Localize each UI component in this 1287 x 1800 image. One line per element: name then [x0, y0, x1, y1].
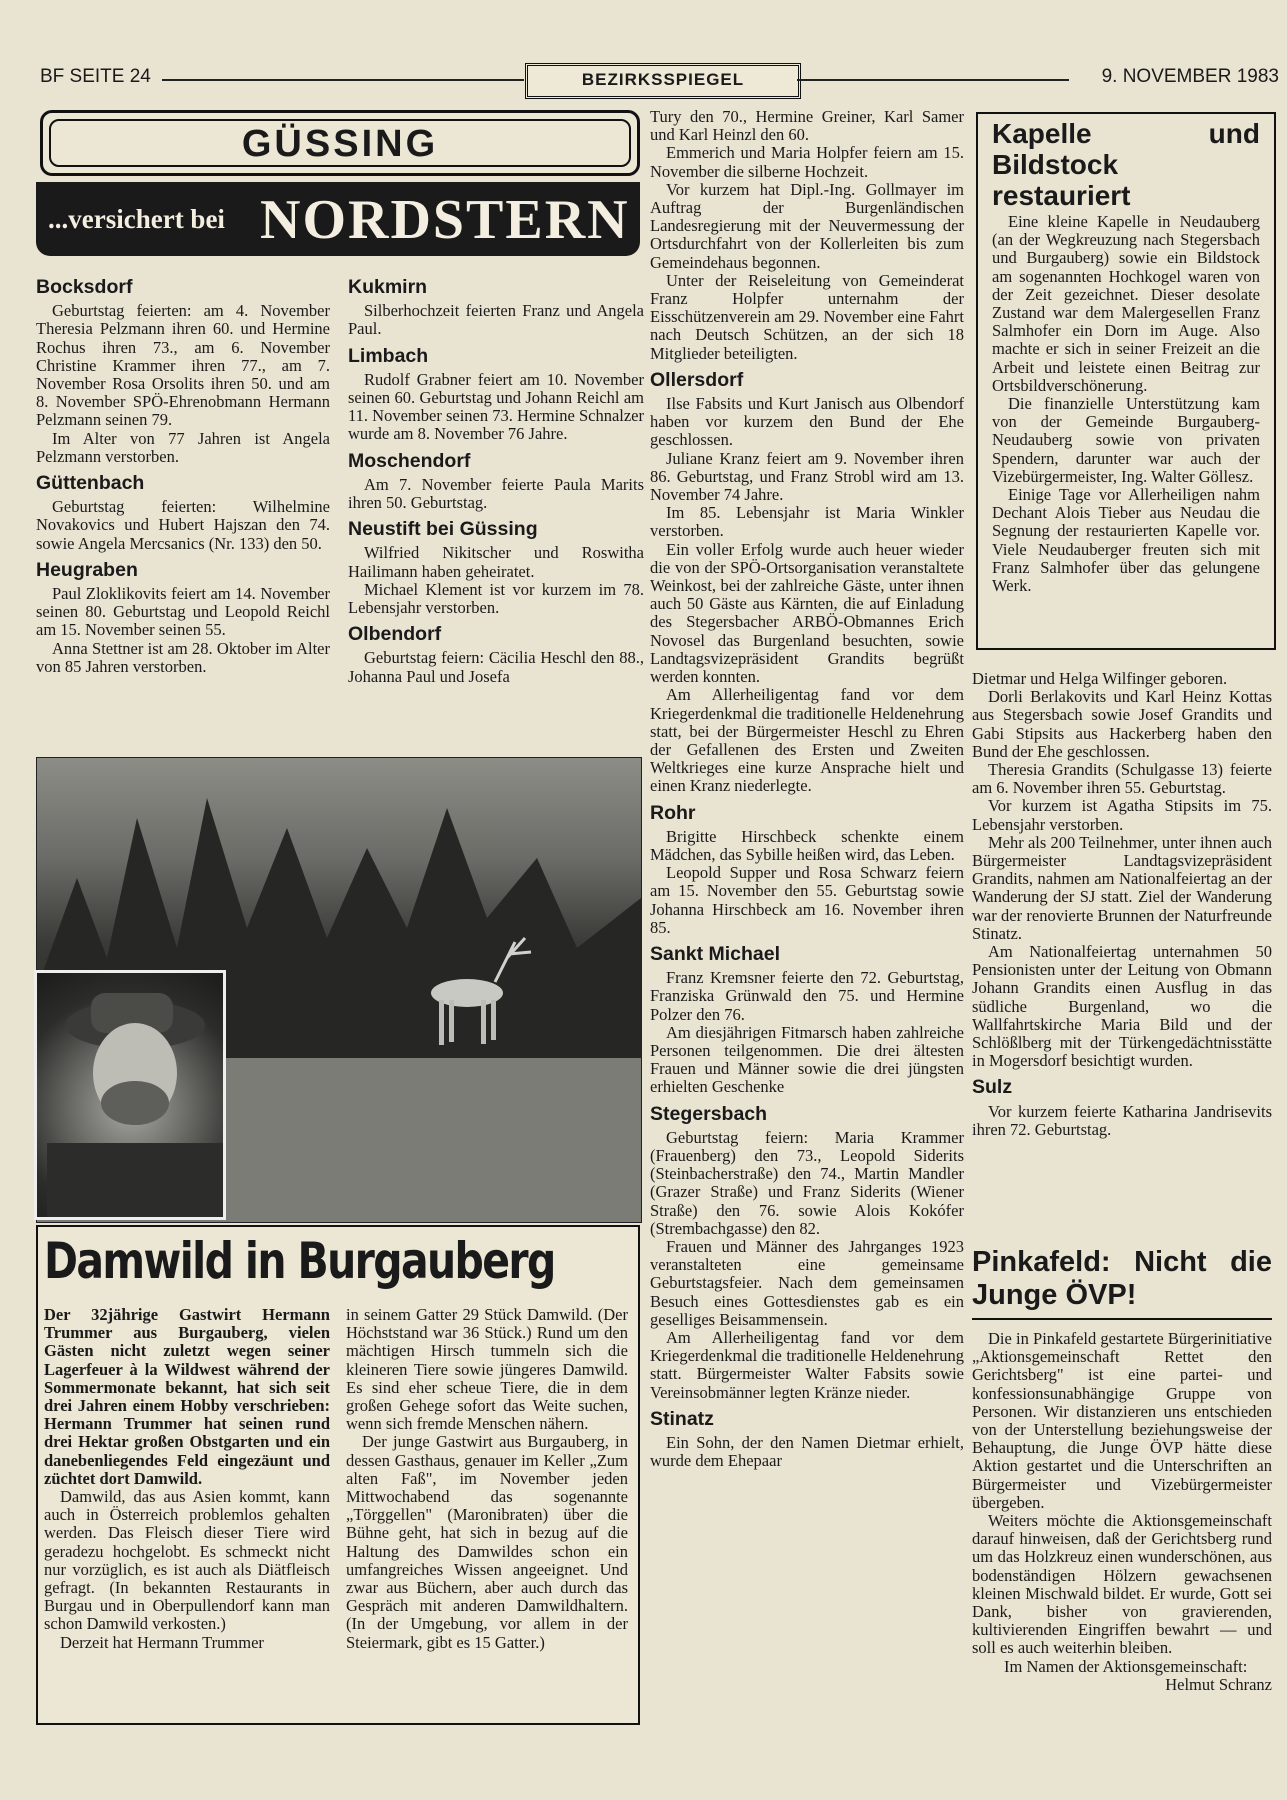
- paragraph: Anna Stettner ist am 28. Oktober im Alter von 85 Jahren verstorben.: [36, 638, 330, 676]
- paragraph: Rudolf Grabner feiert am 10. November seinen 60. Geburtstag und Johann Reichl am 11. November seinen 73. Hermine Schnalzer wurde am 8. November 76 Jahre.: [348, 369, 644, 444]
- column-1: [36, 270, 330, 676]
- sponsor-prefix: ...versichert bei: [48, 204, 225, 234]
- issue-date: 9. NOVEMBER 1983: [1101, 66, 1279, 87]
- column-3: [650, 108, 964, 1470]
- paragraph: Der junge Gastwirt aus Burgauberg, in dessen Gasthaus, genauer im Keller „Zum alten Faß", im November jeden Mittwochabend das sogenannte „Törggellen" (Maronibraten) über die Bühne geht, hat sich in bezug auf die Haltung des Damwildes schon ein umfangreiches Wissen angeeignet. Und zwar aus Büchern, aber auch durch das Gespräch mit anderen Damwildhaltern. (In der Umgebung, vor allem in der Steiermark, gibt es 15 Gatter.): [346, 1432, 628, 1652]
- paragraph: Geburtstag feierten: Wilhelmine Novakovics und Hubert Hajszan den 74. sowie Angela Mercsanics (Nr. 133) den 50.: [36, 497, 330, 553]
- paragraph: Brigitte Hirschbeck schenkte einem Mädchen, das Sybille heißen wird, das Leben.: [650, 826, 964, 864]
- paragraph: Theresia Grandits (Schulgasse 13) feierte am 6. November ihren 55. Geburtstag.: [972, 760, 1272, 798]
- paragraph: Leopold Supper und Rosa Schwarz feiern am 15. November den 55. Geburtstag sowie Johanna Hirschbeck am 16. November ihren 85.: [650, 863, 964, 937]
- sponsor-banner: [36, 182, 640, 256]
- paragraph: Vor kurzem ist Agatha Stipsits im 75. Lebensjahr verstorben.: [972, 796, 1272, 834]
- paragraph: Unter der Reiseleitung von Gemeinderat Franz Holpfer unternahm der Eisschützenverein am 29. November eine Fahrt nach Deutsch Schützen, an der sich 18 Mitglieder beteiligten.: [650, 270, 964, 363]
- paragraph: Franz Kremsner feierte den 72. Geburtstag, Franziska Grünwald den 75. und Hermine Polzer den 76.: [650, 968, 964, 1024]
- damwild-column-1: [44, 1306, 330, 1652]
- signature-intro: Im Namen der Aktionsgemeinschaft:: [1004, 1656, 1248, 1676]
- paragraph: Am 7. November feierte Paula Marits ihren 50. Geburtstag.: [348, 474, 644, 513]
- paragraph: Wilfried Nikitscher und Roswitha Hailimann haben geheiratet.: [348, 543, 644, 581]
- heading-moschendorf: Moschendorf: [348, 449, 471, 472]
- damwild-column-2: [346, 1306, 628, 1652]
- paragraph: Michael Klement ist vor kurzem im 78. Lebensjahr verstorben.: [348, 579, 644, 618]
- signature-line: [972, 1658, 1272, 1676]
- town-banner: [40, 110, 640, 176]
- heading-heugraben: Heugraben: [36, 558, 138, 581]
- paragraph: Im Alter von 77 Jahren ist Angela Pelzmann verstorben.: [36, 428, 330, 466]
- paragraph: Geburtstag feiern: Maria Krammer (Frauenberg) den 73., Leopold Siderits (Steinbacherstraße) den 74., Martin Mandler (Grazer Straße) und Franz Siderits (Wiener Straße) den 76. sowie Alois Kokófer (Strembachgasse) den 82.: [650, 1127, 964, 1238]
- column-2: [348, 270, 644, 686]
- paragraph: Damwild, das aus Asien kommt, kann auch in Österreich problemlos gehalten werden. Das Fleisch dieser Tiere wird geradezu hochgelobt. Es schmeckt nicht nur vorzüglich, es ist auch als Diätfleisch gefragt. (In bekannten Restaurants in Burgau und in Oberpullendorf kann man schon Damwild verkosten.): [44, 1487, 330, 1634]
- pinkafeld-rule: [972, 1318, 1272, 1320]
- paragraph: Frauen und Männer des Jahrganges 1923 veranstalteten eine gemeinsame Geburtstagsfeier. Nach dem gemeinsamen Besuch eines Gottesdienstes gab es ein geselliges Beisammensein.: [650, 1236, 964, 1329]
- signature: Helmut Schranz: [1165, 1674, 1272, 1694]
- paragraph: Die finanzielle Unterstützung kam von der Gemeinde Burgauberg-Neudauberg sowie von privaten Spendern, darunter war auch der Vizebürgermeister, Ing. Walter Göllesz.: [992, 394, 1260, 486]
- paragraph: Die in Pinkafeld gestartete Bürgerinitiative „Aktionsgemeinschaft Rettet den Gerichtsberg" ist eine partei- und konfessionsunabhängige Gruppe von Personen. Wir distanzieren uns entschieden von der Unterstellung beziehungsweise der Behauptung, die Junge ÖVP hätte diese Aktion gestartet und die Unterschriften an Bürgermeister und Vizebürgermeister übergeben.: [972, 1329, 1272, 1512]
- paragraph: Eine kleine Kapelle in Neudauberg (an der Wegkreuzung nach Stegersbach und Burgauberg) sowie ein Bildstock am sogenannten Hochkogel waren von der Zeit gezeichnet. Dieser desolate Zustand war dem Malergesellen Franz Salmhofer ein Dorn im Auge. Also machte er sich in seiner Freizeit an die Arbeit und leistete einen Beitrag zur Ortsbildverschönerung.: [992, 212, 1260, 395]
- paragraph: Einige Tage vor Allerheiligen nahm Dechant Alois Tieber aus Neudau die Segnung der restaurierten Kapelle vor. Viele Neudauberger freuten sich mit Franz Salmhofer über das gelungene Werk.: [992, 485, 1260, 596]
- pinkafeld-article: [972, 1246, 1272, 1694]
- portrait-photo: [34, 970, 226, 1220]
- heading-stinatz: Stinatz: [650, 1407, 714, 1430]
- paragraph: Emmerich und Maria Holpfer feiern am 15. November die silberne Hochzeit.: [650, 143, 964, 181]
- paragraph: Im 85. Lebensjahr ist Maria Winkler verstorben.: [650, 503, 964, 541]
- paragraph: Ein Sohn, der den Namen Dietmar erhielt, wurde dem Ehepaar: [650, 1433, 964, 1471]
- paragraph: Am Allerheiligentag fand vor dem Kriegerdenkmal die traditionelle Heldenehrung statt. Bürgermeister Walter Fabsits sowie Vereinsobmänner legten Kränze nieder.: [650, 1328, 964, 1402]
- paragraph: Juliane Kranz feiert am 9. November ihren 86. Geburtstag, und Franz Strobl wird am 13. November 74 Jahre.: [650, 448, 964, 505]
- paragraph: Weiters möchte die Aktionsgemeinschaft darauf hinweisen, daß der Gerichtsberg rund um das Holzkreuz einen wunderschönen, aus bodenständigen Hölzern gewachsenen kleinen Mischwald bildet. Er wurde, Gott sei Dank, bisher von gravierenden, kultivierenden Eingriffen bewahrt — und soll es auch weiterhin bleiben.: [972, 1511, 1272, 1658]
- paragraph: Geburtstag feiern: Cäcilia Heschl den 88., Johanna Paul und Josefa: [348, 648, 644, 686]
- town-name: GÜSSING: [49, 119, 631, 167]
- pinkafeld-title: Pinkafeld: Nicht die Junge ÖVP!: [972, 1246, 1272, 1311]
- paragraph: Ein voller Erfolg wurde auch heuer wieder die von der SPÖ-Ortsorganisation veranstaltete Weinkost, bei der zahlreiche Gäste, unter ihnen auch 50 Gäste aus Kärnten, die auf Einladung des Stegersbacher ARBÖ-Obmannes Erich Novosel das Burgenland besuchten, sowie Landtagsvizepräsident Grandits begrüßt werden konnten.: [650, 539, 964, 687]
- portrait-illustration: [37, 973, 223, 1217]
- paragraph: Am Allerheiligentag fand vor dem Kriegerdenkmal die traditionelle Heldenehrung statt, bei der Bürgermeister Heschl zu Ehren der Gefallenen des Ersten und Zweiten Weltkrieges eine kurze Ansprache hielt und einen Kranz niederlegte.: [650, 685, 964, 796]
- page-label: BF SEITE 24: [40, 66, 151, 87]
- paragraph: Tury den 70., Hermine Greiner, Karl Samer und Karl Heinzl den 60.: [650, 107, 964, 145]
- paragraph: Am Nationalfeiertag unternahmen 50 Pensionisten unter der Leitung von Obmann Johann Grandits einen Ausflug in das südliche Burgenland, wo die Wallfahrtskirche Maria Bild und der Schlößlberg mit der Türkengedächtnisstätte in Mogersdorf besichtigt wurden.: [972, 942, 1272, 1071]
- section-title: BEZIRKSSPIEGEL: [525, 63, 801, 99]
- heading-limbach: Limbach: [348, 344, 429, 367]
- paragraph: Paul Zloklikovits feiert am 14. November seinen 80. Geburtstag und Leopold Reichl am 15. November seinen 55.: [36, 584, 330, 640]
- paragraph: Geburtstag feierten: am 4. November Theresia Pelzmann ihren 60. und Hermine Rochus ihren 73., am 6. November Christine Krammer ihren 77., am 7. November Rosa Orsolits ihren 50. und am 8. November SPÖ-Ehrenobmann Hermann Pelzmann seinen 79.: [36, 301, 330, 430]
- damwild-headline: Damwild in Burgauberg: [44, 1232, 555, 1290]
- sponsor-name: NORDSTERN: [260, 189, 630, 251]
- paragraph: Derzeit hat Hermann Trummer: [60, 1632, 264, 1652]
- paragraph: Am diesjährigen Fitmarsch haben zahlreiche Personen teilgenommen. Die drei ältesten Frauen und Männer sowie die drei jüngsten erhielten Geschenke: [650, 1022, 964, 1097]
- heading-neustift: Neustift bei Güssing: [348, 518, 538, 541]
- paragraph: Dorli Berlakovits und Karl Heinz Kottas aus Stegersbach sowie Josef Grandits und Gabi Stipsits aus Hackerberg haben den Bund der Ehe geschlossen.: [972, 687, 1272, 761]
- paragraph: Vor kurzem feierte Katharina Jandrisevits ihren 72. Geburtstag.: [972, 1101, 1272, 1139]
- paragraph: Mehr als 200 Teilnehmer, unter ihnen auch Bürgermeister Landtagsvizepräsident Grandits, nahmen am Nationalfeiertag an der Wanderung der SJ statt. Ziel der Wanderung war der renovierte Brunnen der Naturfreunde Stinatz.: [972, 832, 1272, 943]
- column-4: [972, 670, 1272, 1139]
- heading-sankt-michael: Sankt Michael: [650, 942, 781, 965]
- header-rule-left: [162, 79, 524, 81]
- paragraph: Ilse Fabsits und Kurt Janisch aus Olbendorf haben vor kurzem den Bund der Ehe geschlossen.: [650, 394, 964, 450]
- heading-guettenbach: Güttenbach: [36, 472, 145, 495]
- kapelle-title: Kapelle und Bildstock restauriert: [992, 118, 1260, 211]
- paragraph: Silberhochzeit feierten Franz und Angela Paul.: [348, 301, 644, 339]
- heading-rohr: Rohr: [650, 801, 696, 824]
- paragraph: Dietmar und Helga Wilfinger geboren.: [972, 669, 1228, 688]
- header-rule-right: [797, 79, 1069, 81]
- heading-bocksdorf: Bocksdorf: [36, 276, 133, 298]
- heading-olbendorf: Olbendorf: [348, 623, 442, 646]
- paragraph: Vor kurzem hat Dipl.-Ing. Gollmayer im Auftrag der Burgenländischen Landesregierung mit der Neuvermessung der Ortsdurchfahrt von der Kollerleiten bis zum Gemeindehaus begonnen.: [650, 179, 964, 272]
- damwild-lead: Der 32jährige Gastwirt Hermann Trummer aus Burgauberg, vielen Gästen nicht zuletzt wegen seiner Lagerfeuer à la Wildwest während der Sommermonate bekannt, hat sich seit drei Jahren einem Hobby verschrieben: Hermann Trummer hat seinen rund drei Hektar großen Obstgarten und ein danebenliegendes Feld eingezäunt und züchtet dort Damwild.: [44, 1305, 330, 1488]
- heading-kukmirn: Kukmirn: [348, 276, 428, 298]
- heading-ollersdorf: Ollersdorf: [650, 368, 744, 391]
- paragraph: in seinem Gatter 29 Stück Damwild. (Der Höchststand war 36 Stück.) Rund um den mächtigen Hirsch tummeln sich die kleineren Tiere sowie jüngeres Damwild. Es sind eher scheue Tiere, die in dem großen Gehege sofort das Weite suchen, wenn sich fremde Menschen nähern.: [346, 1305, 628, 1434]
- kapelle-box: [976, 112, 1276, 650]
- heading-sulz: Sulz: [972, 1076, 1013, 1099]
- heading-stegersbach: Stegersbach: [650, 1102, 768, 1125]
